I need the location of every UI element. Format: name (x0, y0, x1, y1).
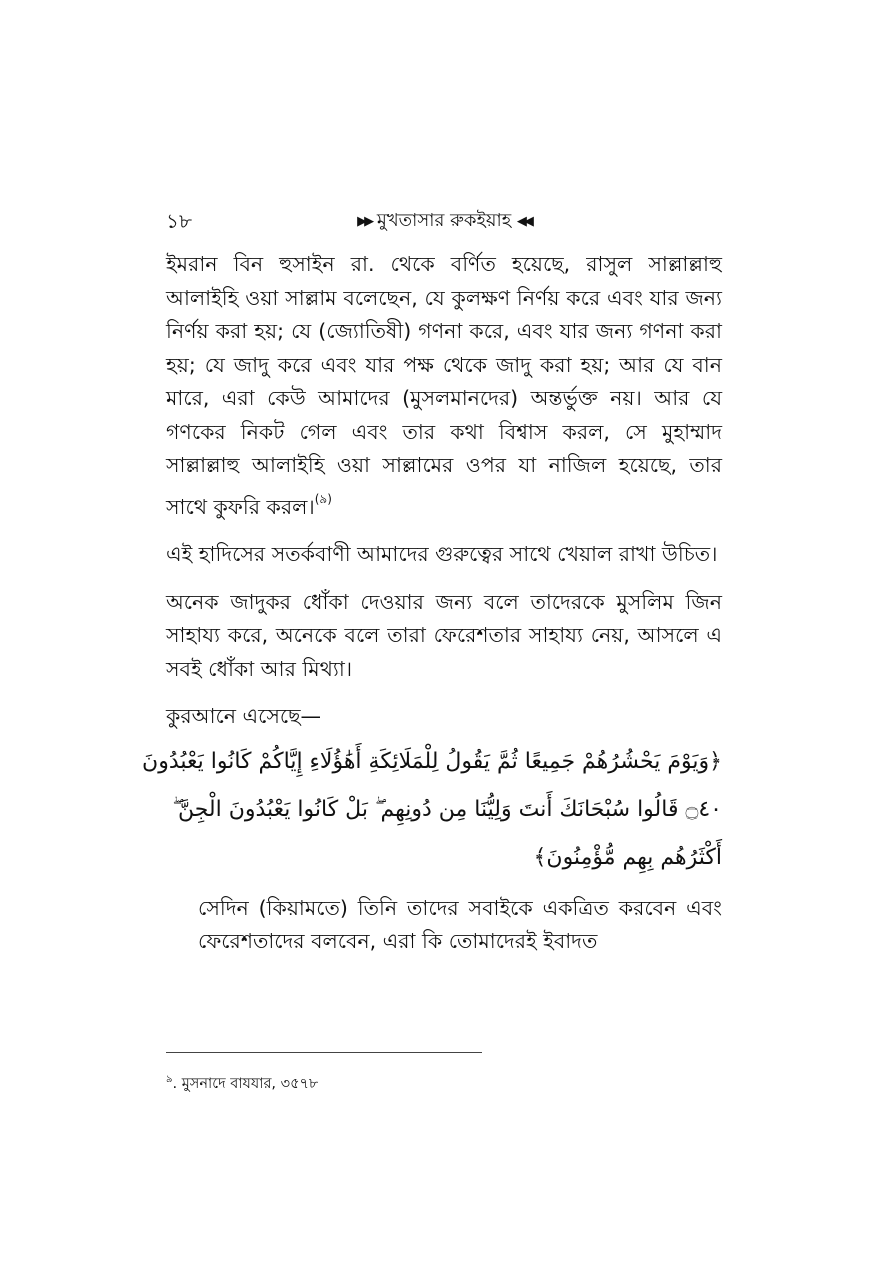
book-title: মুখতাসার রুকইয়াহ (376, 210, 512, 231)
hadith-text: ইমরান বিন হুসাইন রা. থেকে বর্ণিত হয়েছে, রাসুল সাল্লাল্লাহু আলাইহি ওয়া সাল্লাম বলেছেন, যে কুলক্ষণ নির্ণয় করে এবং যার জন্য নির্ণয় করা হয়; যে (জ্যোতিষী) গণনা করে, এবং যার জন্য গণনা করা হয়; যে জাদু করে এবং যার পক্ষ থেকে জাদু করা হয়; আর যে বান মারে, এরা কেউ আমাদের (মুসলমানদের) অন্তর্ভুক্ত নয়। আর যে গণকের নিকট গেল এবং তার কথা বিশ্বাস করল, সে মুহাম্মাদ সাল্লাল্লাহু আলাইহি ওয়া সাল্লামের ওপর যা নাজিল হয়েছে, তার সাথে কুফরি করল। (166, 252, 722, 519)
verse-line-1: ﴿وَيَوْمَ يَحْشُرُهُمْ جَمِيعًا ثُمَّ يَقُولُ لِلْمَلَائِكَةِ أَهَٰؤُلَاءِ إِيَّاكُمْ كَانُوا يَعْبُدُونَ (142, 748, 722, 774)
right-arrow-icon: ▶▶ (357, 214, 372, 229)
hadith-paragraph (166, 248, 722, 524)
quran-intro: কুরআনে এসেছে— (166, 704, 322, 728)
footnote-reference[interactable]: (৯) (314, 491, 332, 506)
page-body (142, 248, 722, 959)
running-title (166, 206, 722, 237)
verse-translation: সেদিন (কিয়ামতে) তিনি তাদের সবাইকে একত্রিত করবেন এবং ফেরেশতাদের বলবেন, এরা কি তোমাদেরই ইবাদত (198, 895, 722, 953)
running-header (166, 206, 722, 236)
left-arrow-icon: ◀◀ (516, 214, 531, 229)
footnote-divider (166, 1052, 482, 1053)
footnote (166, 1070, 318, 1094)
verse-line-3: أَكْثَرُهُم بِهِم مُّؤْمِنُونَ﴾ (533, 844, 722, 870)
deception-paragraph: অনেক জাদুকর ধোঁকা দেওয়ার জন্য বলে তাদেরকে মুসলিম জিন সাহায্য করে, অনেকে বলে তারা ফেরেশতার সাহায্য নেয়, আসলে এ সবই ধোঁকা আর মিথ্যা। (166, 589, 722, 681)
quran-verse (142, 738, 722, 882)
warning-paragraph: এই হাদিসের সতর্কবাণী আমাদের গুরুত্বের সাথে খেয়াল রাখা উচিত। (166, 542, 718, 566)
verse-line-2: ۝٤٠ قَالُوا سُبْحَانَكَ أَنتَ وَلِيُّنَا مِن دُونِهِم ۖ بَلْ كَانُوا يَعْبُدُونَ الْجِنَّ ۖ (172, 796, 722, 822)
footnote-marker: ৯ (166, 1074, 173, 1085)
footnote-text: . মুসনাদে বাযযার, ৩৫৭৮ (172, 1076, 319, 1092)
page-number: ১৮ (166, 209, 192, 233)
